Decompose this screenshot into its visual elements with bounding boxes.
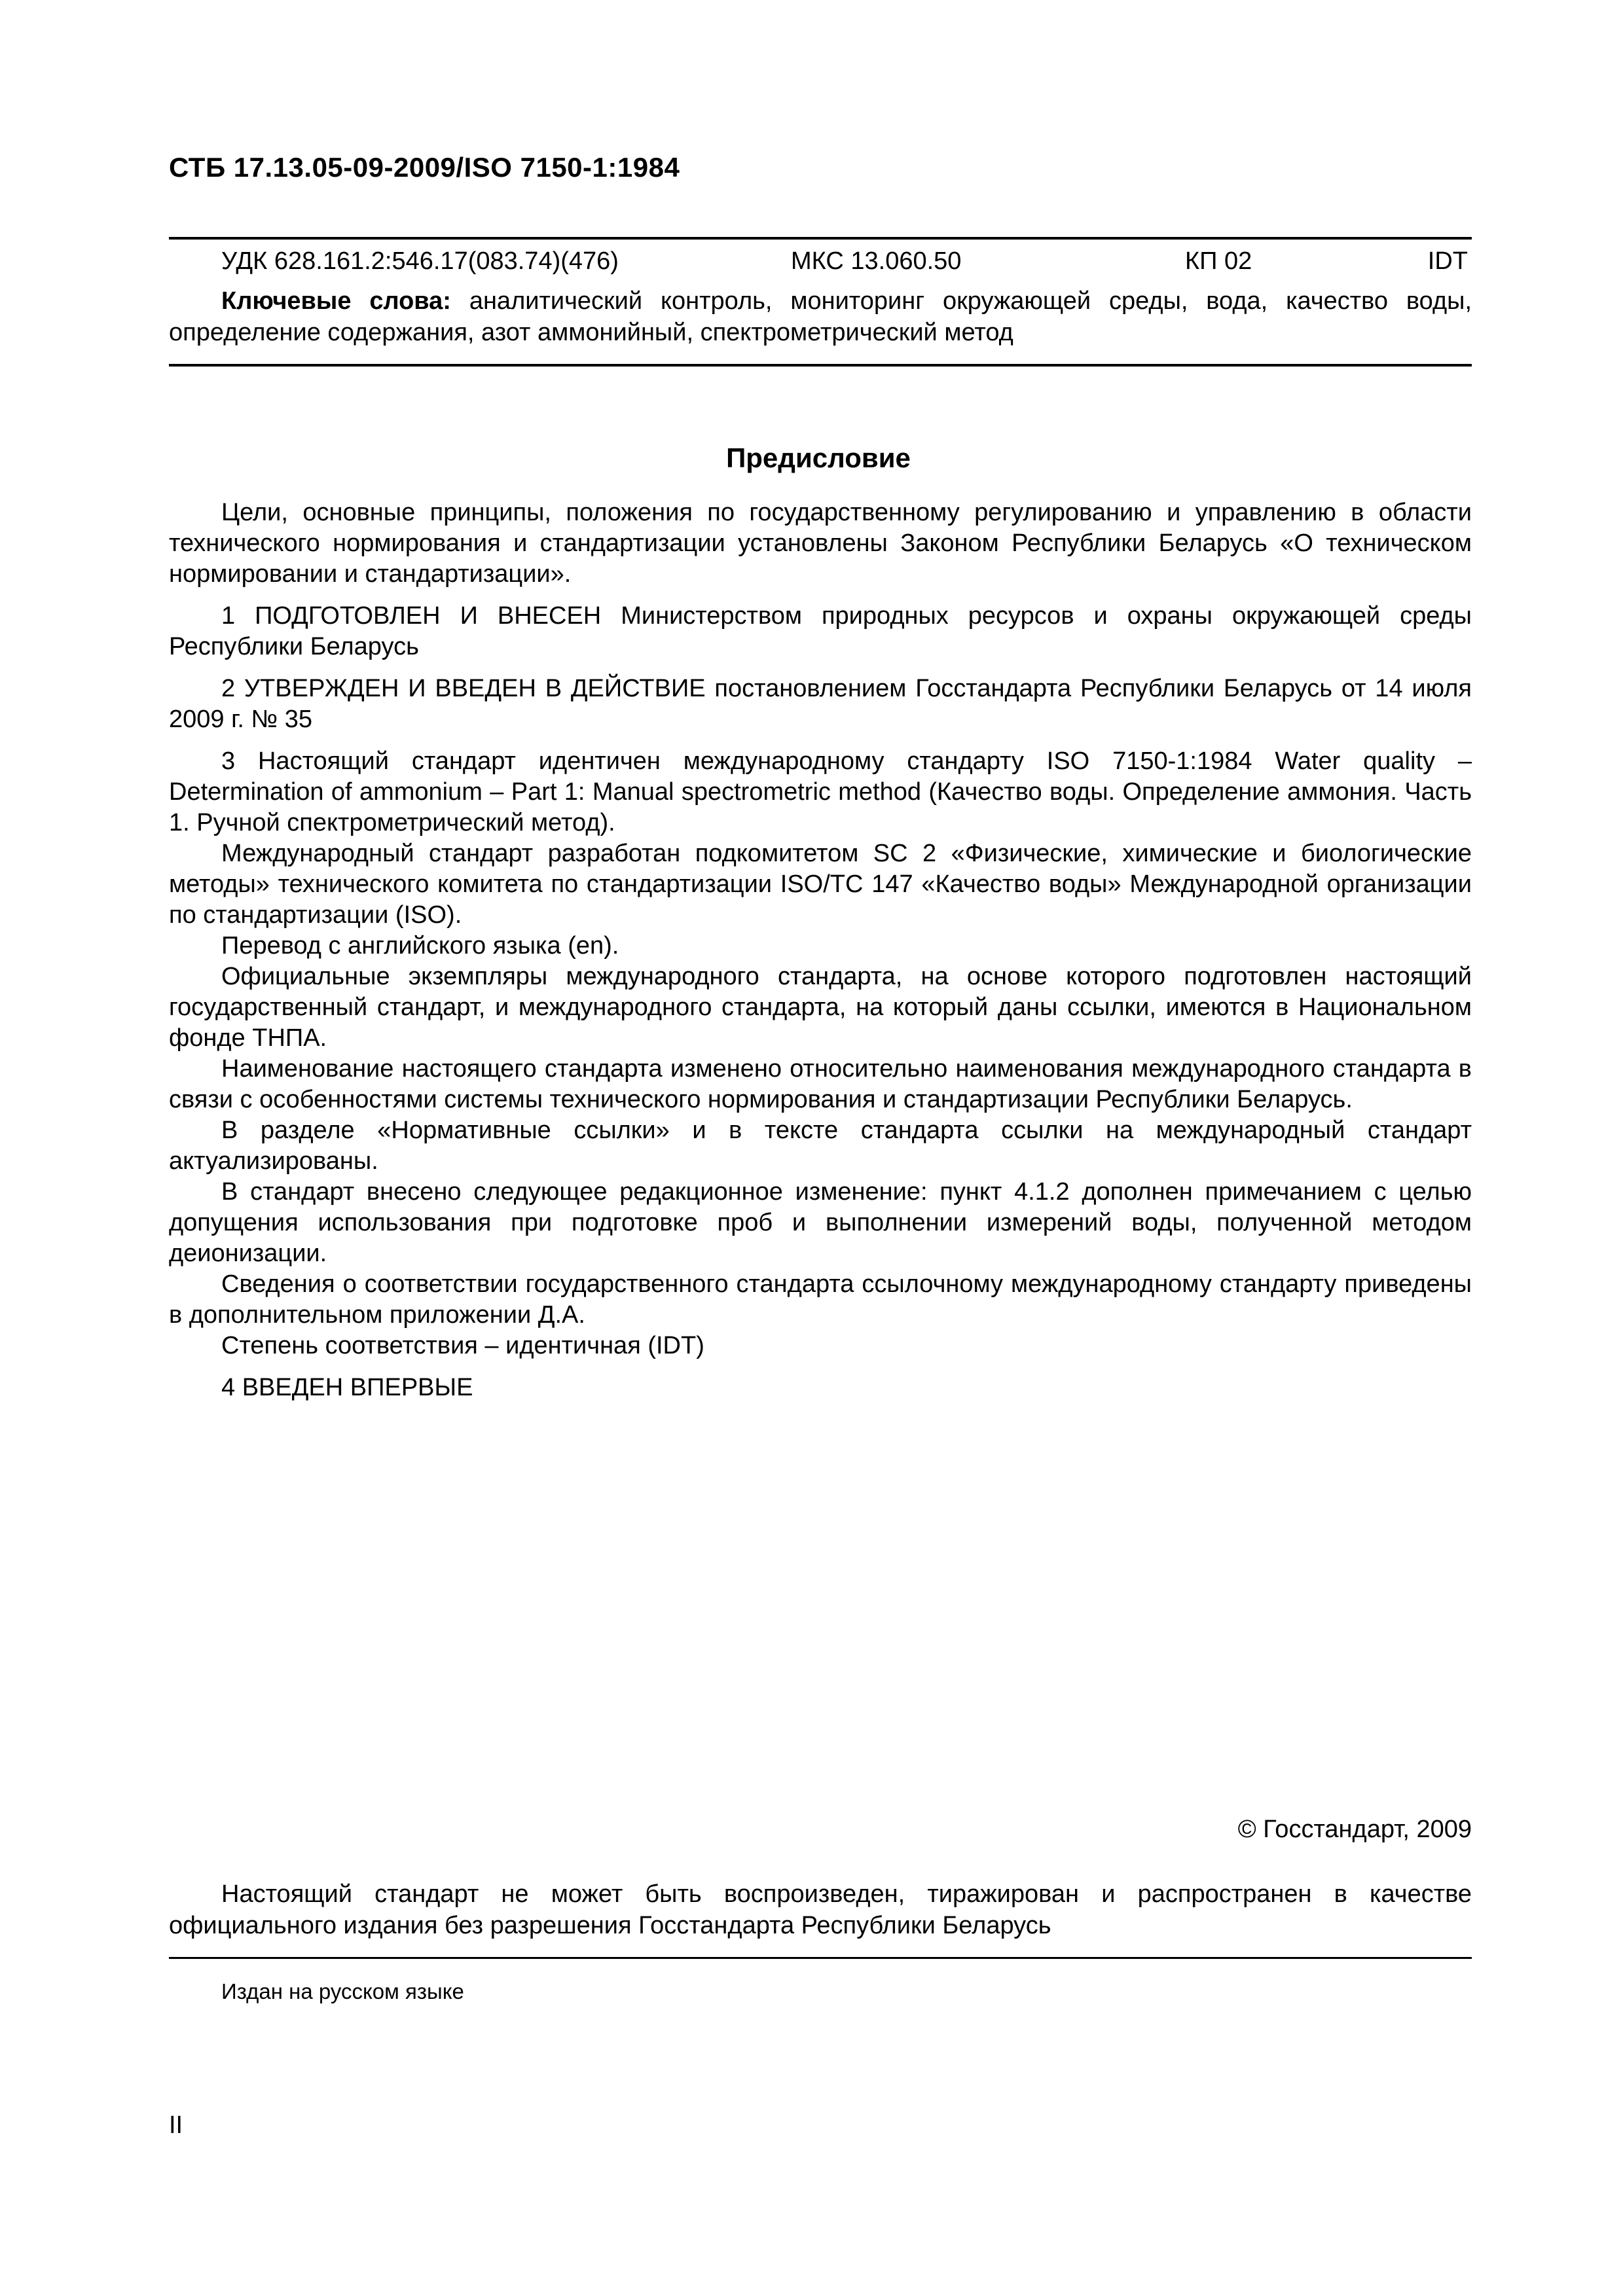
mks-code: МКС 13.060.50 xyxy=(791,247,962,275)
preface-heading: Предисловие xyxy=(726,442,911,473)
preface-paragraph: 2 УТВЕРЖДЕН И ВВЕДЕН В ДЕЙСТВИЕ постановлением Госстандарта Республики Беларусь от 14 июля 2009 г. № 35 xyxy=(169,675,1472,733)
preface-paragraph: В разделе «Нормативные ссылки» и в тексте стандарта ссылки на международный стандарт актуализированы. xyxy=(169,1117,1472,1175)
preface-paragraph: Степень соответствия – идентичная (IDT) xyxy=(221,1332,704,1359)
kp-code: КП 02 xyxy=(1185,247,1252,275)
preface-paragraph: Сведения о соответствии государственного стандарта ссылочному международному стандарту приведены в дополнительном приложении Д.А. xyxy=(169,1270,1472,1329)
preface-paragraph: 1 ПОДГОТОВЛЕН И ВНЕСЕН Министерством природных ресурсов и охраны окружающей среды Республики Беларусь xyxy=(169,602,1472,660)
idt-code: IDT xyxy=(1427,247,1468,275)
top-divider xyxy=(169,237,1472,240)
preface-paragraph: Перевод с английского языка (en). xyxy=(221,932,619,960)
preface-paragraph: В стандарт внесено следующее редакционное изменение: пункт 4.1.2 дополнен примечанием с целью допущения использования при подготовке проб и выполнении измерений воды, полученной методом деионизации. xyxy=(169,1178,1472,1267)
page-number: II xyxy=(169,2111,183,2139)
classification-row xyxy=(221,247,1472,281)
footer-divider xyxy=(169,1957,1472,1959)
preface-paragraph: Наименование настоящего стандарта изменено относительно наименования международного стандарта в связи с особенностями системы технического нормирования и стандартизации Республики Беларусь. xyxy=(169,1055,1472,1113)
keywords-text: аналитический контроль, мониторинг окружающей среды, вода, качество воды, определение содержания, азот аммонийный, спектрометрический метод xyxy=(169,287,1472,346)
preface-paragraph: 4 ВВЕДЕН ВПЕРВЫЕ xyxy=(221,1374,473,1401)
preface-paragraph: Цели, основные принципы, положения по государственному регулированию и управлению в области технического нормирования и стандартизации установлены Законом Республики Беларусь «О техническом нормировании и стандартизации». xyxy=(169,499,1472,588)
preface-paragraph: 3 Настоящий стандарт идентичен международному стандарту ISO 7150-1:1984 Water quality – Determination of ammonium – Part 1: Manual spectrometric method (Качество воды. Определение аммония. Часть 1. Ручной спектрометрический метод). xyxy=(169,747,1472,836)
preface-body xyxy=(169,497,1472,1403)
preface-paragraph: Международный стандарт разработан подкомитетом SC 2 «Физические, химические и биологические методы» технического комитета по стандартизации ISO/TC 147 «Качество воды» Международной организации по стандартизации (ISO). xyxy=(169,840,1472,929)
preface-paragraph: Официальные экземпляры международного стандарта, на основе которого подготовлен настоящий государственный стандарт, и международного стандарта, на который даны ссылки, имеются в Национальном фонде ТНПА. xyxy=(169,963,1472,1052)
keywords-divider xyxy=(169,364,1472,367)
copyright: © Госстандарт, 2009 xyxy=(1237,1816,1472,1843)
reproduction-notice: Настоящий стандарт не может быть воспроизведен, тиражирован и распространен в качестве официального издания без разрешения Госстандарта Республики Беларусь xyxy=(169,1880,1472,1939)
keywords-label: Ключевые слова: xyxy=(221,287,451,315)
document-code: СТБ 17.13.05-09-2009/ISO 7150-1:1984 xyxy=(169,152,680,183)
udk-code: УДК 628.161.2:546.17(083.74)(476) xyxy=(221,247,619,275)
keywords xyxy=(169,285,1472,348)
published-language: Издан на русском языке xyxy=(221,1979,464,2003)
